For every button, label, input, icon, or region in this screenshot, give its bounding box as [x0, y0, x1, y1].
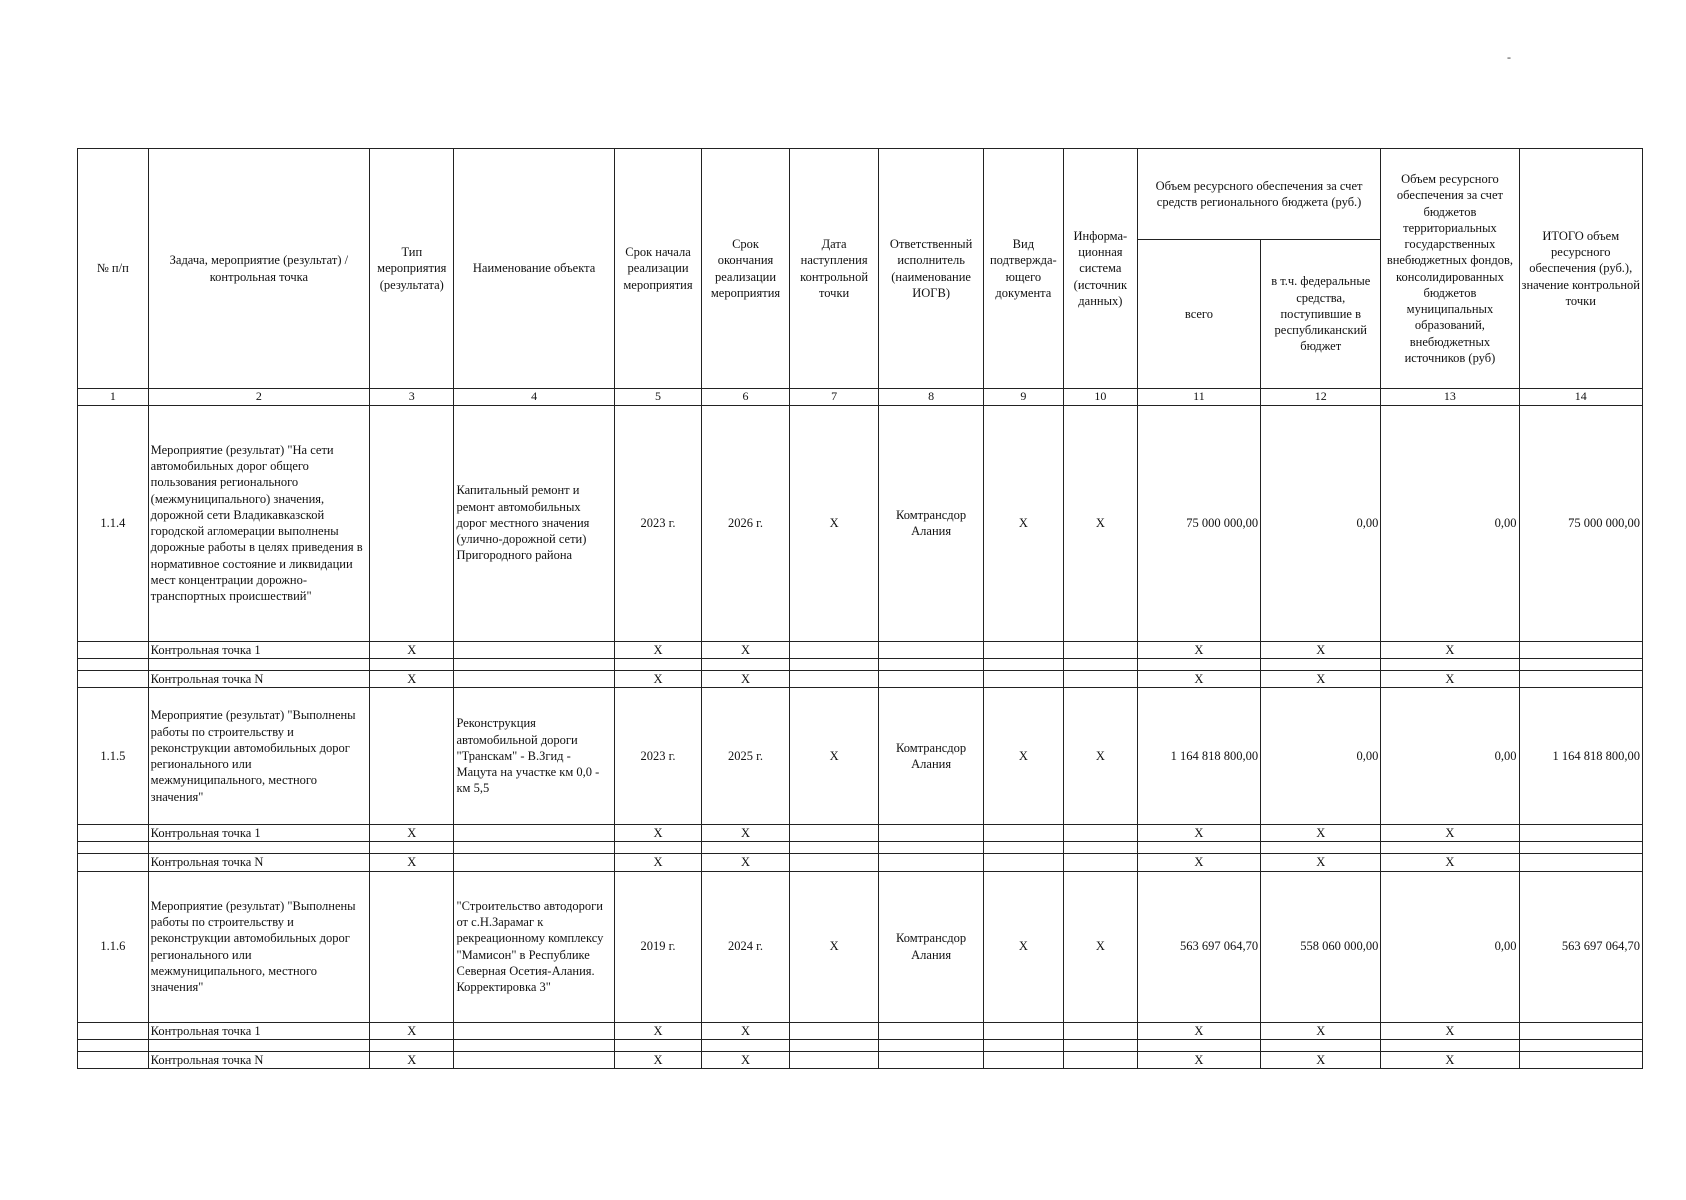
checkpoint-mark: X: [614, 1051, 702, 1068]
row-itogo: 75 000 000,00: [1519, 405, 1643, 641]
checkpoint-mark: X: [1381, 670, 1519, 687]
checkpoint-mark: X: [702, 825, 790, 842]
checkpoint-mark: X: [702, 670, 790, 687]
checkpoint-mark: X: [370, 670, 454, 687]
row-doc: X: [983, 871, 1063, 1022]
column-number: 9: [983, 389, 1063, 406]
column-number: 10: [1063, 389, 1137, 406]
checkpoint-mark: X: [1381, 1051, 1519, 1068]
column-number: 12: [1261, 389, 1381, 406]
row-system: X: [1063, 405, 1137, 641]
header-start: Срок начала реализации мероприятия: [614, 149, 702, 389]
checkpoint-mark: X: [614, 670, 702, 687]
row-task: Мероприятие (результат) "На сети автомобильных дорог общего пользования регионального (межмуниципального) значения, дорожной сети Владикавказской городской агломерации выполнены дорожные работы в целях приведения в нормативное состояние и ликвидации мест концентрации дорожно-транспортных происшествий": [148, 405, 369, 641]
row-task: Мероприятие (результат) "Выполнены работы по строительству и реконструкции автомобильных дорог регионального или межмуниципального, местного значения": [148, 688, 369, 825]
checkpoint-mark: X: [370, 1022, 454, 1039]
row-other: 0,00: [1381, 405, 1519, 641]
header-end: Срок окончания реализации мероприятия: [702, 149, 790, 389]
checkpoint-label: Контрольная точка N: [148, 1051, 369, 1068]
column-number: 3: [370, 389, 454, 406]
checkpoint-mark: X: [1137, 641, 1260, 658]
checkpoint-label: Контрольная точка 1: [148, 1022, 369, 1039]
checkpoint-mark: X: [1381, 825, 1519, 842]
checkpoint-row: [78, 641, 1643, 658]
row-end: 2026 г.: [702, 405, 790, 641]
checkpoint-mark: X: [370, 641, 454, 658]
row-end: 2025 г.: [702, 688, 790, 825]
column-number: 7: [789, 389, 879, 406]
column-number: 11: [1137, 389, 1260, 406]
checkpoint-mark: X: [1381, 854, 1519, 871]
row-object: "Строительство автодороги от с.Н.Зарамаг к рекреационному комплексу "Мамисон" в Республике Северная Осетия-Алания. Корректировка 3": [454, 871, 614, 1022]
row-itogo: 1 164 818 800,00: [1519, 688, 1643, 825]
row-object: Капитальный ремонт и ремонт автомобильных дорог местного значения (улично-дорожной сети) Пригородного района: [454, 405, 614, 641]
header-federal: в т.ч. федеральные средства, поступившие в республиканский бюджет: [1261, 240, 1381, 389]
header-object: Наименование объекта: [454, 149, 614, 389]
row-other: 0,00: [1381, 688, 1519, 825]
checkpoint-label: Контрольная точка N: [148, 670, 369, 687]
column-number: 6: [702, 389, 790, 406]
checkpoint-mark: X: [370, 1051, 454, 1068]
row-num: 1.1.5: [78, 688, 149, 825]
column-number: 1: [78, 389, 149, 406]
row-type: [370, 871, 454, 1022]
spacer-row: [78, 658, 1643, 670]
header-type: Тип мероприятия (результата): [370, 149, 454, 389]
checkpoint-row: [78, 670, 1643, 687]
header-task: Задача, мероприятие (результат) / контрольная точка: [148, 149, 369, 389]
checkpoint-label: Контрольная точка N: [148, 854, 369, 871]
row-responsible: Комтрансдор Алания: [879, 688, 983, 825]
checkpoint-label: Контрольная точка 1: [148, 641, 369, 658]
checkpoint-mark: X: [1137, 1051, 1260, 1068]
table-row: [78, 405, 1643, 641]
row-itogo: 563 697 064,70: [1519, 871, 1643, 1022]
row-total: 75 000 000,00: [1137, 405, 1260, 641]
row-federal: 0,00: [1261, 688, 1381, 825]
checkpoint-mark: X: [370, 854, 454, 871]
checkpoint-mark: X: [1381, 1022, 1519, 1039]
corner-mark: -: [1507, 50, 1511, 64]
checkpoint-mark: X: [702, 1051, 790, 1068]
row-task: Мероприятие (результат) "Выполнены работы по строительству и реконструкции автомобильных дорог регионального или межмуниципального, местного значения": [148, 871, 369, 1022]
column-number: 2: [148, 389, 369, 406]
checkpoint-row: [78, 1051, 1643, 1068]
header-responsible: Ответственный исполнитель (наименование ИОГВ): [879, 149, 983, 389]
checkpoint-label: Контрольная точка 1: [148, 825, 369, 842]
checkpoint-mark: X: [614, 854, 702, 871]
row-system: X: [1063, 871, 1137, 1022]
row-federal: 558 060 000,00: [1261, 871, 1381, 1022]
row-doc: X: [983, 688, 1063, 825]
checkpoint-mark: X: [1137, 1022, 1260, 1039]
header-other: Объем ресурсного обеспечения за счет бюджетов территориальных государственных внебюджетных фондов, консолидированных бюджетов муниципальных образований, внебюджетных источников (руб): [1381, 149, 1519, 389]
column-number: 5: [614, 389, 702, 406]
checkpoint-mark: X: [1261, 1022, 1381, 1039]
checkpoint-mark: X: [702, 854, 790, 871]
checkpoint-mark: X: [1381, 641, 1519, 658]
checkpoint-mark: X: [1137, 670, 1260, 687]
header-row: [78, 149, 1643, 240]
spacer-row: [78, 1039, 1643, 1051]
header-total: всего: [1137, 240, 1260, 389]
row-responsible: Комтрансдор Алания: [879, 871, 983, 1022]
row-object: Реконструкция автомобильной дороги "Транскам" - В.Згид - Мацута на участке км 0,0 - км 5,5: [454, 688, 614, 825]
row-total: 563 697 064,70: [1137, 871, 1260, 1022]
row-doc: X: [983, 405, 1063, 641]
row-responsible: Комтрансдор Алания: [879, 405, 983, 641]
checkpoint-mark: X: [1261, 670, 1381, 687]
checkpoint-mark: X: [370, 825, 454, 842]
row-other: 0,00: [1381, 871, 1519, 1022]
row-system: X: [1063, 688, 1137, 825]
table-row: [78, 688, 1643, 825]
checkpoint-row: [78, 1022, 1643, 1039]
checkpoint-mark: X: [1261, 854, 1381, 871]
row-cp-date: X: [789, 688, 879, 825]
row-federal: 0,00: [1261, 405, 1381, 641]
column-number: 8: [879, 389, 983, 406]
column-number: 4: [454, 389, 614, 406]
row-type: [370, 688, 454, 825]
row-cp-date: X: [789, 405, 879, 641]
column-number: 13: [1381, 389, 1519, 406]
row-start: 2023 г.: [614, 405, 702, 641]
checkpoint-mark: X: [702, 1022, 790, 1039]
header-doc: Вид подтвержда-ющего документа: [983, 149, 1063, 389]
checkpoint-row: [78, 854, 1643, 871]
row-total: 1 164 818 800,00: [1137, 688, 1260, 825]
spacer-row: [78, 842, 1643, 854]
plan-table: [77, 148, 1643, 1069]
checkpoint-mark: X: [1137, 825, 1260, 842]
row-num: 1.1.6: [78, 871, 149, 1022]
checkpoint-mark: X: [1261, 641, 1381, 658]
table-row: [78, 871, 1643, 1022]
header-num: № п/п: [78, 149, 149, 389]
header-regional-group: Объем ресурсного обеспечения за счет средств регионального бюджета (руб.): [1137, 149, 1381, 240]
checkpoint-mark: X: [614, 825, 702, 842]
checkpoint-mark: X: [614, 641, 702, 658]
checkpoint-mark: X: [1261, 825, 1381, 842]
row-num: 1.1.4: [78, 405, 149, 641]
row-end: 2024 г.: [702, 871, 790, 1022]
checkpoint-mark: X: [614, 1022, 702, 1039]
checkpoint-mark: X: [702, 641, 790, 658]
header-itogo: ИТОГО объем ресурсного обеспечения (руб.), значение контрольной точки: [1519, 149, 1643, 389]
header-cp-date: Дата наступления контрольной точки: [789, 149, 879, 389]
header-system: Информа-ционная система (источник данных): [1063, 149, 1137, 389]
column-number: 14: [1519, 389, 1643, 406]
column-number-row: [78, 389, 1643, 406]
checkpoint-mark: X: [1261, 1051, 1381, 1068]
row-start: 2019 г.: [614, 871, 702, 1022]
checkpoint-mark: X: [1137, 854, 1260, 871]
row-cp-date: X: [789, 871, 879, 1022]
row-type: [370, 405, 454, 641]
checkpoint-row: [78, 825, 1643, 842]
row-start: 2023 г.: [614, 688, 702, 825]
